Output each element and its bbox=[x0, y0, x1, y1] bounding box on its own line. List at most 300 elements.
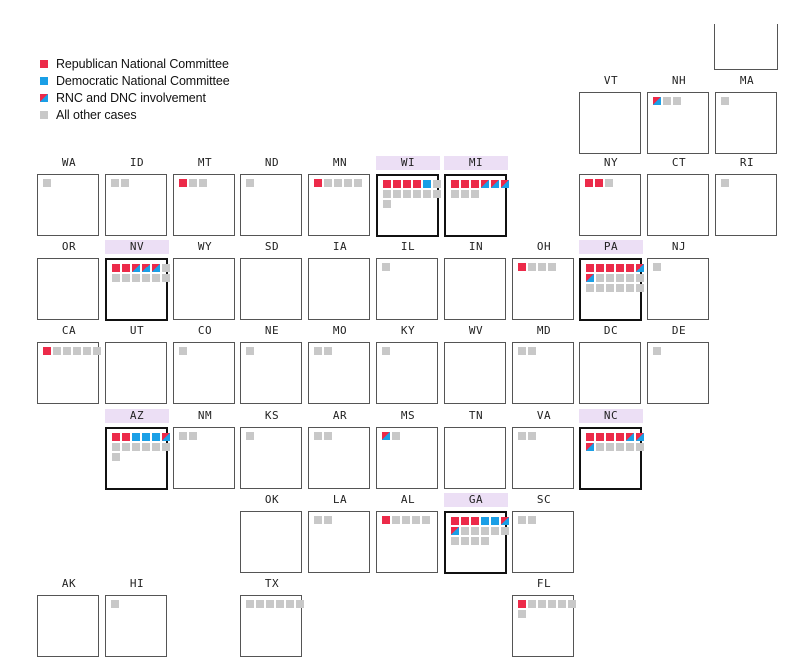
case-squares bbox=[382, 432, 442, 440]
state-label: UT bbox=[129, 324, 145, 337]
case-square-other bbox=[481, 527, 489, 535]
case-square-other bbox=[663, 97, 671, 105]
case-square-other bbox=[528, 600, 536, 608]
case-squares bbox=[382, 263, 442, 271]
state-box bbox=[512, 342, 574, 404]
state-tile-mo bbox=[308, 324, 372, 338]
case-square-dnc bbox=[491, 517, 499, 525]
state-label: NV bbox=[105, 240, 169, 254]
state-box bbox=[512, 258, 574, 320]
state-label: OR bbox=[61, 240, 77, 253]
case-square-other bbox=[162, 443, 170, 451]
state-tile-ar bbox=[308, 409, 372, 423]
case-squares bbox=[586, 433, 646, 451]
case-square-other bbox=[413, 190, 421, 198]
case-square-dnc bbox=[481, 517, 489, 525]
state-tile-wy bbox=[173, 240, 237, 254]
state-tile-wi bbox=[376, 156, 440, 170]
case-square-rnc bbox=[112, 264, 120, 272]
case-square-other bbox=[606, 274, 614, 282]
case-squares bbox=[112, 433, 172, 461]
case-square-other bbox=[189, 432, 197, 440]
case-square-other bbox=[152, 443, 160, 451]
case-square-rnc bbox=[518, 263, 526, 271]
state-box bbox=[715, 92, 777, 154]
state-tile-oh bbox=[512, 240, 576, 254]
state-label: MA bbox=[739, 74, 755, 87]
state-box bbox=[105, 174, 167, 236]
case-square-other bbox=[256, 600, 264, 608]
case-square-other bbox=[246, 179, 254, 187]
state-label: NY bbox=[603, 156, 619, 169]
case-squares bbox=[653, 263, 713, 271]
state-label: TX bbox=[264, 577, 280, 590]
case-squares bbox=[179, 432, 239, 440]
legend-label-dnc: Democratic National Committee bbox=[56, 73, 230, 88]
state-tile-nc bbox=[579, 409, 643, 423]
state-label: SC bbox=[536, 493, 552, 506]
case-square-other bbox=[111, 179, 119, 187]
case-square-rnc bbox=[518, 600, 526, 608]
case-squares bbox=[383, 180, 443, 208]
case-square-rnc bbox=[461, 180, 469, 188]
state-label: IA bbox=[332, 240, 348, 253]
state-label: CA bbox=[61, 324, 77, 337]
case-squares bbox=[43, 347, 103, 355]
case-square-rnc bbox=[314, 179, 322, 187]
case-square-other bbox=[324, 179, 332, 187]
case-square-other bbox=[314, 432, 322, 440]
state-tile-id bbox=[105, 156, 169, 170]
case-square-other bbox=[471, 527, 479, 535]
state-tile-wv bbox=[444, 324, 508, 338]
case-square-rnc bbox=[122, 433, 130, 441]
state-label: AR bbox=[332, 409, 348, 422]
state-box bbox=[715, 174, 777, 236]
case-square-other bbox=[392, 432, 400, 440]
state-box bbox=[512, 511, 574, 573]
case-square-other bbox=[111, 600, 119, 608]
state-tile-nm bbox=[173, 409, 237, 423]
case-square-other bbox=[276, 600, 284, 608]
case-square-other bbox=[324, 516, 332, 524]
state-tile-pa bbox=[579, 240, 643, 254]
case-squares bbox=[314, 516, 374, 524]
state-label: MS bbox=[400, 409, 416, 422]
case-square-rnc bbox=[626, 264, 634, 272]
state-box bbox=[579, 342, 641, 404]
case-square-other bbox=[518, 432, 526, 440]
case-squares bbox=[382, 347, 442, 355]
case-square-other bbox=[433, 190, 441, 198]
case-square-dnc bbox=[152, 433, 160, 441]
state-label: NM bbox=[197, 409, 213, 422]
state-tile-hi bbox=[105, 577, 169, 591]
state-label: VT bbox=[603, 74, 619, 87]
case-square-both bbox=[132, 264, 140, 272]
case-square-dnc bbox=[423, 180, 431, 188]
state-box bbox=[647, 342, 709, 404]
case-squares bbox=[382, 516, 442, 524]
state-tile-ga bbox=[444, 493, 508, 507]
case-square-both bbox=[586, 274, 594, 282]
case-square-rnc bbox=[383, 180, 391, 188]
state-label: RI bbox=[739, 156, 755, 169]
case-squares bbox=[246, 347, 306, 355]
case-square-both bbox=[152, 264, 160, 272]
state-tile-nd bbox=[240, 156, 304, 170]
state-box bbox=[579, 174, 641, 236]
case-squares bbox=[179, 347, 239, 355]
state-label: IL bbox=[400, 240, 416, 253]
case-square-both bbox=[586, 443, 594, 451]
state-label: PA bbox=[579, 240, 643, 254]
case-square-other bbox=[324, 432, 332, 440]
case-square-both bbox=[653, 97, 661, 105]
case-squares bbox=[112, 264, 172, 282]
case-square-other bbox=[568, 600, 576, 608]
state-box bbox=[376, 342, 438, 404]
state-box bbox=[376, 258, 438, 320]
state-tile-mt bbox=[173, 156, 237, 170]
state-label: ND bbox=[264, 156, 280, 169]
case-square-other bbox=[558, 600, 566, 608]
case-square-other bbox=[314, 516, 322, 524]
state-box bbox=[240, 174, 302, 236]
state-tile-ak bbox=[37, 577, 101, 591]
case-squares bbox=[111, 179, 171, 187]
state-label: OH bbox=[536, 240, 552, 253]
case-square-other bbox=[501, 527, 509, 535]
state-box bbox=[647, 92, 709, 154]
state-tile-mn bbox=[308, 156, 372, 170]
case-square-other bbox=[142, 274, 150, 282]
case-squares bbox=[451, 180, 511, 198]
case-square-dnc bbox=[132, 433, 140, 441]
case-square-other bbox=[626, 443, 634, 451]
case-square-rnc bbox=[586, 433, 594, 441]
state-tile-vt bbox=[579, 74, 643, 88]
case-square-other bbox=[324, 347, 332, 355]
state-tile-fl bbox=[512, 577, 576, 591]
case-square-other bbox=[636, 274, 644, 282]
case-square-other bbox=[122, 443, 130, 451]
legend-label-other: All other cases bbox=[56, 107, 137, 122]
case-square-other bbox=[422, 516, 430, 524]
state-tile-sd bbox=[240, 240, 304, 254]
case-square-other bbox=[179, 432, 187, 440]
case-square-rnc bbox=[616, 433, 624, 441]
state-label: NJ bbox=[671, 240, 687, 253]
case-square-other bbox=[538, 600, 546, 608]
case-square-other bbox=[528, 516, 536, 524]
case-square-both bbox=[491, 180, 499, 188]
state-tile-nj bbox=[647, 240, 711, 254]
state-box bbox=[376, 427, 438, 489]
case-square-other bbox=[538, 263, 546, 271]
state-box bbox=[444, 258, 506, 320]
state-box bbox=[173, 258, 235, 320]
case-square-other bbox=[606, 284, 614, 292]
state-label: LA bbox=[332, 493, 348, 506]
state-tile-al bbox=[376, 493, 440, 507]
case-square-other bbox=[528, 263, 536, 271]
case-square-other bbox=[403, 190, 411, 198]
state-tile-ct bbox=[647, 156, 711, 170]
state-tile-in bbox=[444, 240, 508, 254]
case-square-other bbox=[93, 347, 101, 355]
case-square-other bbox=[393, 190, 401, 198]
case-square-other bbox=[518, 347, 526, 355]
case-squares bbox=[518, 432, 578, 440]
case-square-both bbox=[501, 517, 509, 525]
case-square-rnc bbox=[413, 180, 421, 188]
case-square-rnc bbox=[595, 179, 603, 187]
state-label: WV bbox=[468, 324, 484, 337]
case-square-other bbox=[586, 284, 594, 292]
case-square-both bbox=[481, 180, 489, 188]
state-box bbox=[579, 92, 641, 154]
case-squares bbox=[721, 179, 781, 187]
case-square-rnc bbox=[403, 180, 411, 188]
case-squares bbox=[653, 97, 713, 105]
state-box bbox=[173, 174, 235, 236]
case-square-other bbox=[122, 274, 130, 282]
state-tile-ks bbox=[240, 409, 304, 423]
state-label: WY bbox=[197, 240, 213, 253]
state-box bbox=[37, 595, 99, 657]
state-tile-ca bbox=[37, 324, 101, 338]
case-squares bbox=[246, 600, 306, 608]
case-square-other bbox=[461, 527, 469, 535]
case-square-other bbox=[636, 284, 644, 292]
state-tile-or bbox=[37, 240, 101, 254]
state-box bbox=[37, 342, 99, 404]
state-label: WA bbox=[61, 156, 77, 169]
state-tile-ma bbox=[715, 74, 779, 88]
case-square-other bbox=[246, 432, 254, 440]
case-square-rnc bbox=[616, 264, 624, 272]
state-box bbox=[308, 511, 370, 573]
state-box bbox=[308, 258, 370, 320]
state-tile-ri bbox=[715, 156, 779, 170]
case-squares bbox=[653, 347, 713, 355]
case-square-rnc bbox=[585, 179, 593, 187]
state-label: DE bbox=[671, 324, 687, 337]
state-box bbox=[240, 342, 302, 404]
case-squares bbox=[314, 179, 374, 187]
case-square-other bbox=[596, 284, 604, 292]
case-square-other bbox=[548, 600, 556, 608]
state-label: ID bbox=[129, 156, 145, 169]
state-tile-co bbox=[173, 324, 237, 338]
state-tile-il bbox=[376, 240, 440, 254]
case-squares bbox=[111, 600, 171, 608]
state-tile-nv bbox=[105, 240, 169, 254]
state-label: TN bbox=[468, 409, 484, 422]
case-square-other bbox=[162, 274, 170, 282]
state-label: NE bbox=[264, 324, 280, 337]
state-tile-mi bbox=[444, 156, 508, 170]
case-square-both bbox=[636, 264, 644, 272]
case-square-rnc bbox=[451, 180, 459, 188]
legend-label-both: RNC and DNC involvement bbox=[56, 90, 206, 105]
state-tile-va bbox=[512, 409, 576, 423]
case-square-other bbox=[461, 537, 469, 545]
case-square-other bbox=[286, 600, 294, 608]
state-tile-de bbox=[647, 324, 711, 338]
case-square-both bbox=[162, 433, 170, 441]
case-square-other bbox=[605, 179, 613, 187]
state-box bbox=[444, 174, 507, 237]
state-label: HI bbox=[129, 577, 145, 590]
case-square-other bbox=[518, 516, 526, 524]
state-box bbox=[37, 174, 99, 236]
case-square-other bbox=[112, 274, 120, 282]
state-box bbox=[240, 258, 302, 320]
state-box bbox=[105, 427, 168, 490]
state-box bbox=[173, 427, 235, 489]
case-square-other bbox=[596, 443, 604, 451]
state-box bbox=[579, 427, 642, 490]
state-label: DC bbox=[603, 324, 619, 337]
case-square-both bbox=[636, 433, 644, 441]
case-square-other bbox=[189, 179, 197, 187]
case-square-other bbox=[53, 347, 61, 355]
case-square-rnc bbox=[471, 517, 479, 525]
case-square-other bbox=[626, 284, 634, 292]
case-square-rnc bbox=[606, 433, 614, 441]
case-squares bbox=[246, 179, 306, 187]
case-square-other bbox=[132, 443, 140, 451]
state-box bbox=[444, 511, 507, 574]
state-box bbox=[647, 174, 709, 236]
case-square-other bbox=[636, 443, 644, 451]
case-squares bbox=[586, 264, 646, 292]
state-box bbox=[579, 258, 642, 321]
state-box bbox=[512, 427, 574, 489]
case-square-other bbox=[528, 432, 536, 440]
case-square-other bbox=[616, 284, 624, 292]
case-square-other bbox=[383, 200, 391, 208]
case-square-other bbox=[616, 443, 624, 451]
case-square-other bbox=[121, 179, 129, 187]
case-square-other bbox=[673, 97, 681, 105]
state-label: FL bbox=[536, 577, 552, 590]
state-label: CO bbox=[197, 324, 213, 337]
case-square-other bbox=[132, 274, 140, 282]
case-square-rnc bbox=[112, 433, 120, 441]
case-squares bbox=[451, 517, 511, 545]
state-box bbox=[376, 511, 438, 573]
state-label: KS bbox=[264, 409, 280, 422]
case-square-other bbox=[382, 347, 390, 355]
case-square-other bbox=[334, 179, 342, 187]
case-square-other bbox=[423, 190, 431, 198]
case-squares bbox=[518, 347, 578, 355]
case-square-other bbox=[433, 180, 441, 188]
case-square-other bbox=[491, 527, 499, 535]
state-box bbox=[105, 258, 168, 321]
case-square-both bbox=[142, 264, 150, 272]
case-square-other bbox=[83, 347, 91, 355]
state-tile-tx bbox=[240, 577, 304, 591]
state-label: NC bbox=[579, 409, 643, 423]
state-tile-ia bbox=[308, 240, 372, 254]
state-tile-la bbox=[308, 493, 372, 507]
state-label: MN bbox=[332, 156, 348, 169]
case-square-other bbox=[548, 263, 556, 271]
case-square-other bbox=[43, 179, 51, 187]
state-label: WI bbox=[376, 156, 440, 170]
state-box bbox=[444, 427, 506, 489]
state-tile-ms bbox=[376, 409, 440, 423]
state-label: MD bbox=[536, 324, 552, 337]
state-tile-ny bbox=[579, 156, 643, 170]
case-square-other bbox=[471, 190, 479, 198]
case-square-other bbox=[199, 179, 207, 187]
case-squares bbox=[585, 179, 645, 187]
state-box bbox=[308, 427, 370, 489]
case-square-both bbox=[501, 180, 509, 188]
case-square-other bbox=[412, 516, 420, 524]
case-square-other bbox=[596, 274, 604, 282]
case-square-other bbox=[471, 537, 479, 545]
case-square-dnc bbox=[142, 433, 150, 441]
case-square-other bbox=[179, 347, 187, 355]
state-tile-md bbox=[512, 324, 576, 338]
case-square-rnc bbox=[596, 264, 604, 272]
case-square-other bbox=[616, 274, 624, 282]
case-square-other bbox=[142, 443, 150, 451]
case-square-other bbox=[382, 263, 390, 271]
case-square-other bbox=[314, 347, 322, 355]
case-square-other bbox=[626, 274, 634, 282]
case-square-other bbox=[721, 179, 729, 187]
case-square-rnc bbox=[586, 264, 594, 272]
state-tile-dc bbox=[579, 324, 643, 338]
case-square-rnc bbox=[382, 516, 390, 524]
case-square-other bbox=[461, 190, 469, 198]
case-square-rnc bbox=[122, 264, 130, 272]
case-squares bbox=[518, 263, 578, 271]
case-square-rnc bbox=[461, 517, 469, 525]
case-square-other bbox=[451, 537, 459, 545]
case-square-both bbox=[451, 527, 459, 535]
state-tile-tn bbox=[444, 409, 508, 423]
case-square-other bbox=[653, 347, 661, 355]
state-box bbox=[105, 342, 167, 404]
state-label: VA bbox=[536, 409, 552, 422]
case-square-other bbox=[344, 179, 352, 187]
state-box bbox=[376, 174, 439, 237]
state-label: AL bbox=[400, 493, 416, 506]
case-square-other bbox=[721, 97, 729, 105]
case-square-other bbox=[246, 600, 254, 608]
case-square-rnc bbox=[596, 433, 604, 441]
case-square-rnc bbox=[179, 179, 187, 187]
case-square-other bbox=[451, 190, 459, 198]
state-label: OK bbox=[264, 493, 280, 506]
case-square-rnc bbox=[471, 180, 479, 188]
case-square-other bbox=[112, 453, 120, 461]
case-square-other bbox=[296, 600, 304, 608]
case-square-rnc bbox=[451, 517, 459, 525]
state-tile-az bbox=[105, 409, 169, 423]
case-square-other bbox=[392, 516, 400, 524]
state-tile-ok bbox=[240, 493, 304, 507]
state-box bbox=[105, 595, 167, 657]
